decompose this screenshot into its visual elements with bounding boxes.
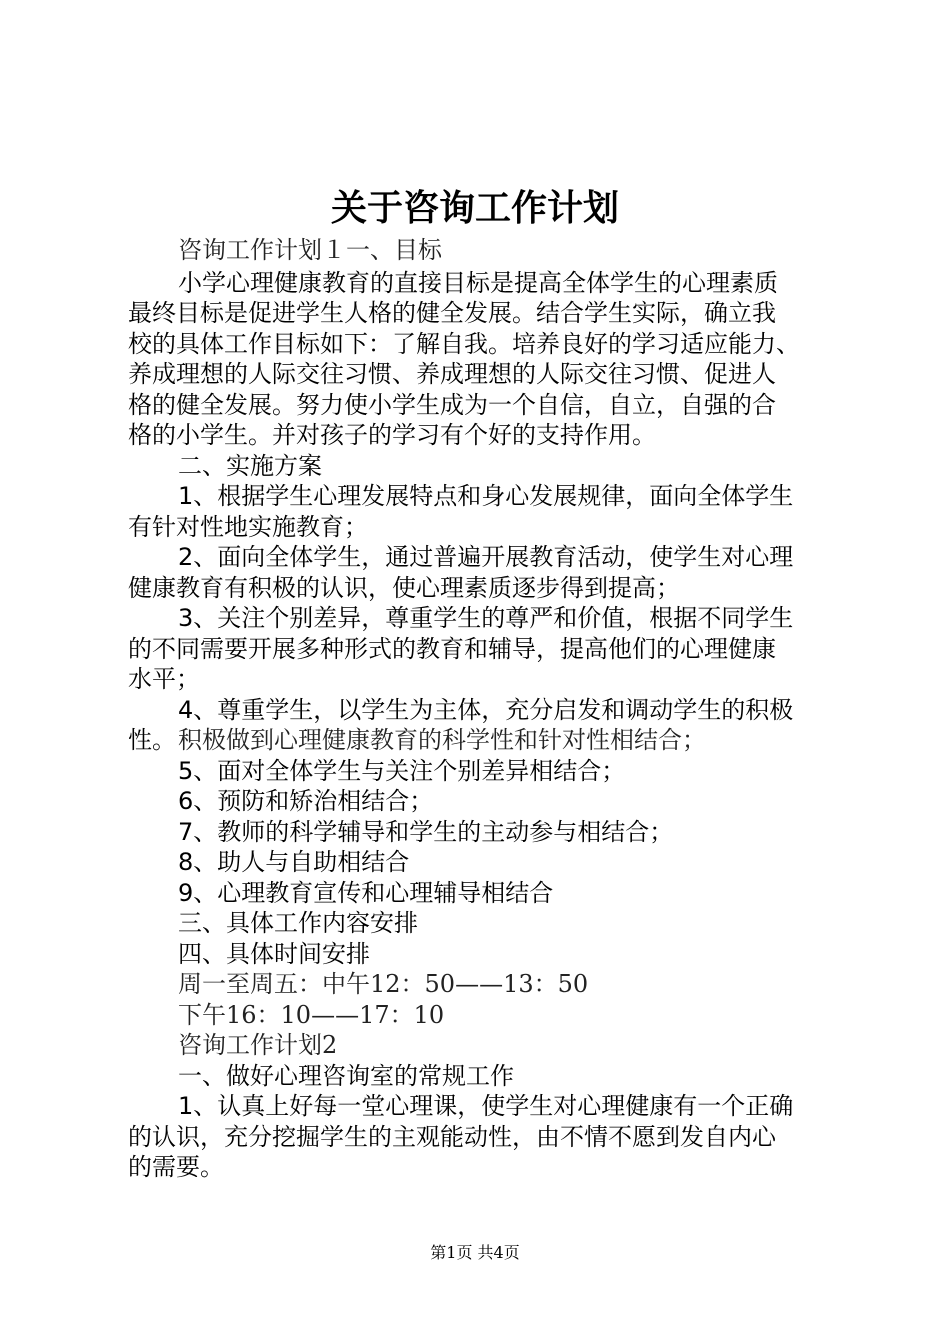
page-number-footer: 第1页 共4页: [430, 1243, 520, 1262]
text-line: 格的小学生。并对孩子的学习有个好的支持作用。: [128, 421, 656, 449]
section-heading: 四、具体时间安排: [178, 940, 370, 968]
schedule-line: 下午16：10——17：10: [178, 1001, 445, 1029]
list-item: 8、助人与自助相结合: [178, 848, 410, 876]
text-line: 校的具体工作目标如下：了解自我。培养良好的学习适应能力、: [128, 330, 800, 358]
text-line: 健康教育有积极的认识，使心理素质逐步得到提高；: [128, 574, 680, 602]
text-line: 1、认真上好每一堂心理课，使学生对心理健康有一个正确: [178, 1092, 794, 1120]
text-line: 有针对性地实施教育；: [128, 513, 368, 541]
text-line: 最终目标是促进学生人格的健全发展。结合学生实际，确立我: [128, 299, 776, 327]
section-heading: 咨询工作计划2: [178, 1031, 338, 1059]
list-item: 9、心理教育宣传和心理辅导相结合: [178, 879, 554, 907]
schedule-line: 周一至周五：中午12：50——13：50: [178, 970, 589, 998]
section-heading: 二、实施方案: [178, 452, 322, 480]
section-heading: 三、具体工作内容安排: [178, 909, 418, 937]
text-line: 积极做到心理健康教育的科学性和针对性相结合；: [178, 726, 706, 754]
text-line: 格的健全发展。努力使小学生成为一个自信，自立，自强的合: [128, 391, 776, 419]
text-line: 小学心理健康教育的直接目标是提高全体学生的心理素质: [178, 269, 778, 297]
text-line: 咨询工作计划１一、目标: [178, 236, 442, 264]
section-heading: 一、做好心理咨询室的常规工作: [178, 1062, 514, 1090]
list-item: 6、预防和矫治相结合；: [178, 787, 434, 815]
text-line: 水平；: [128, 665, 200, 693]
text-line: 2、面向全体学生，通过普遍开展教育活动，使学生对心理: [178, 543, 794, 571]
text-line: 1、根据学生心理发展特点和身心发展规律，面向全体学生: [178, 482, 794, 510]
document-title: 关于咨询工作计划: [330, 187, 619, 229]
list-item: 5、面对全体学生与关注个别差异相结合；: [178, 757, 626, 785]
text-line: 的认识，充分挖掘学生的主观能动性，由不情不愿到发自内心: [128, 1123, 776, 1151]
text-line: 性。: [128, 726, 176, 754]
text-line: 3、关注个别差异，尊重学生的尊严和价值，根据不同学生: [178, 604, 794, 632]
text-line: 养成理想的人际交往习惯、养成理想的人际交往习惯、促进人: [128, 360, 776, 388]
list-item: 7、教师的科学辅导和学生的主动参与相结合；: [178, 818, 674, 846]
text-line: 的需要。: [128, 1153, 224, 1181]
text-line: 的不同需要开展多种形式的教育和辅导，提高他们的心理健康: [128, 635, 776, 663]
text-line: 4、尊重学生，以学生为主体，充分启发和调动学生的积极: [178, 696, 794, 724]
